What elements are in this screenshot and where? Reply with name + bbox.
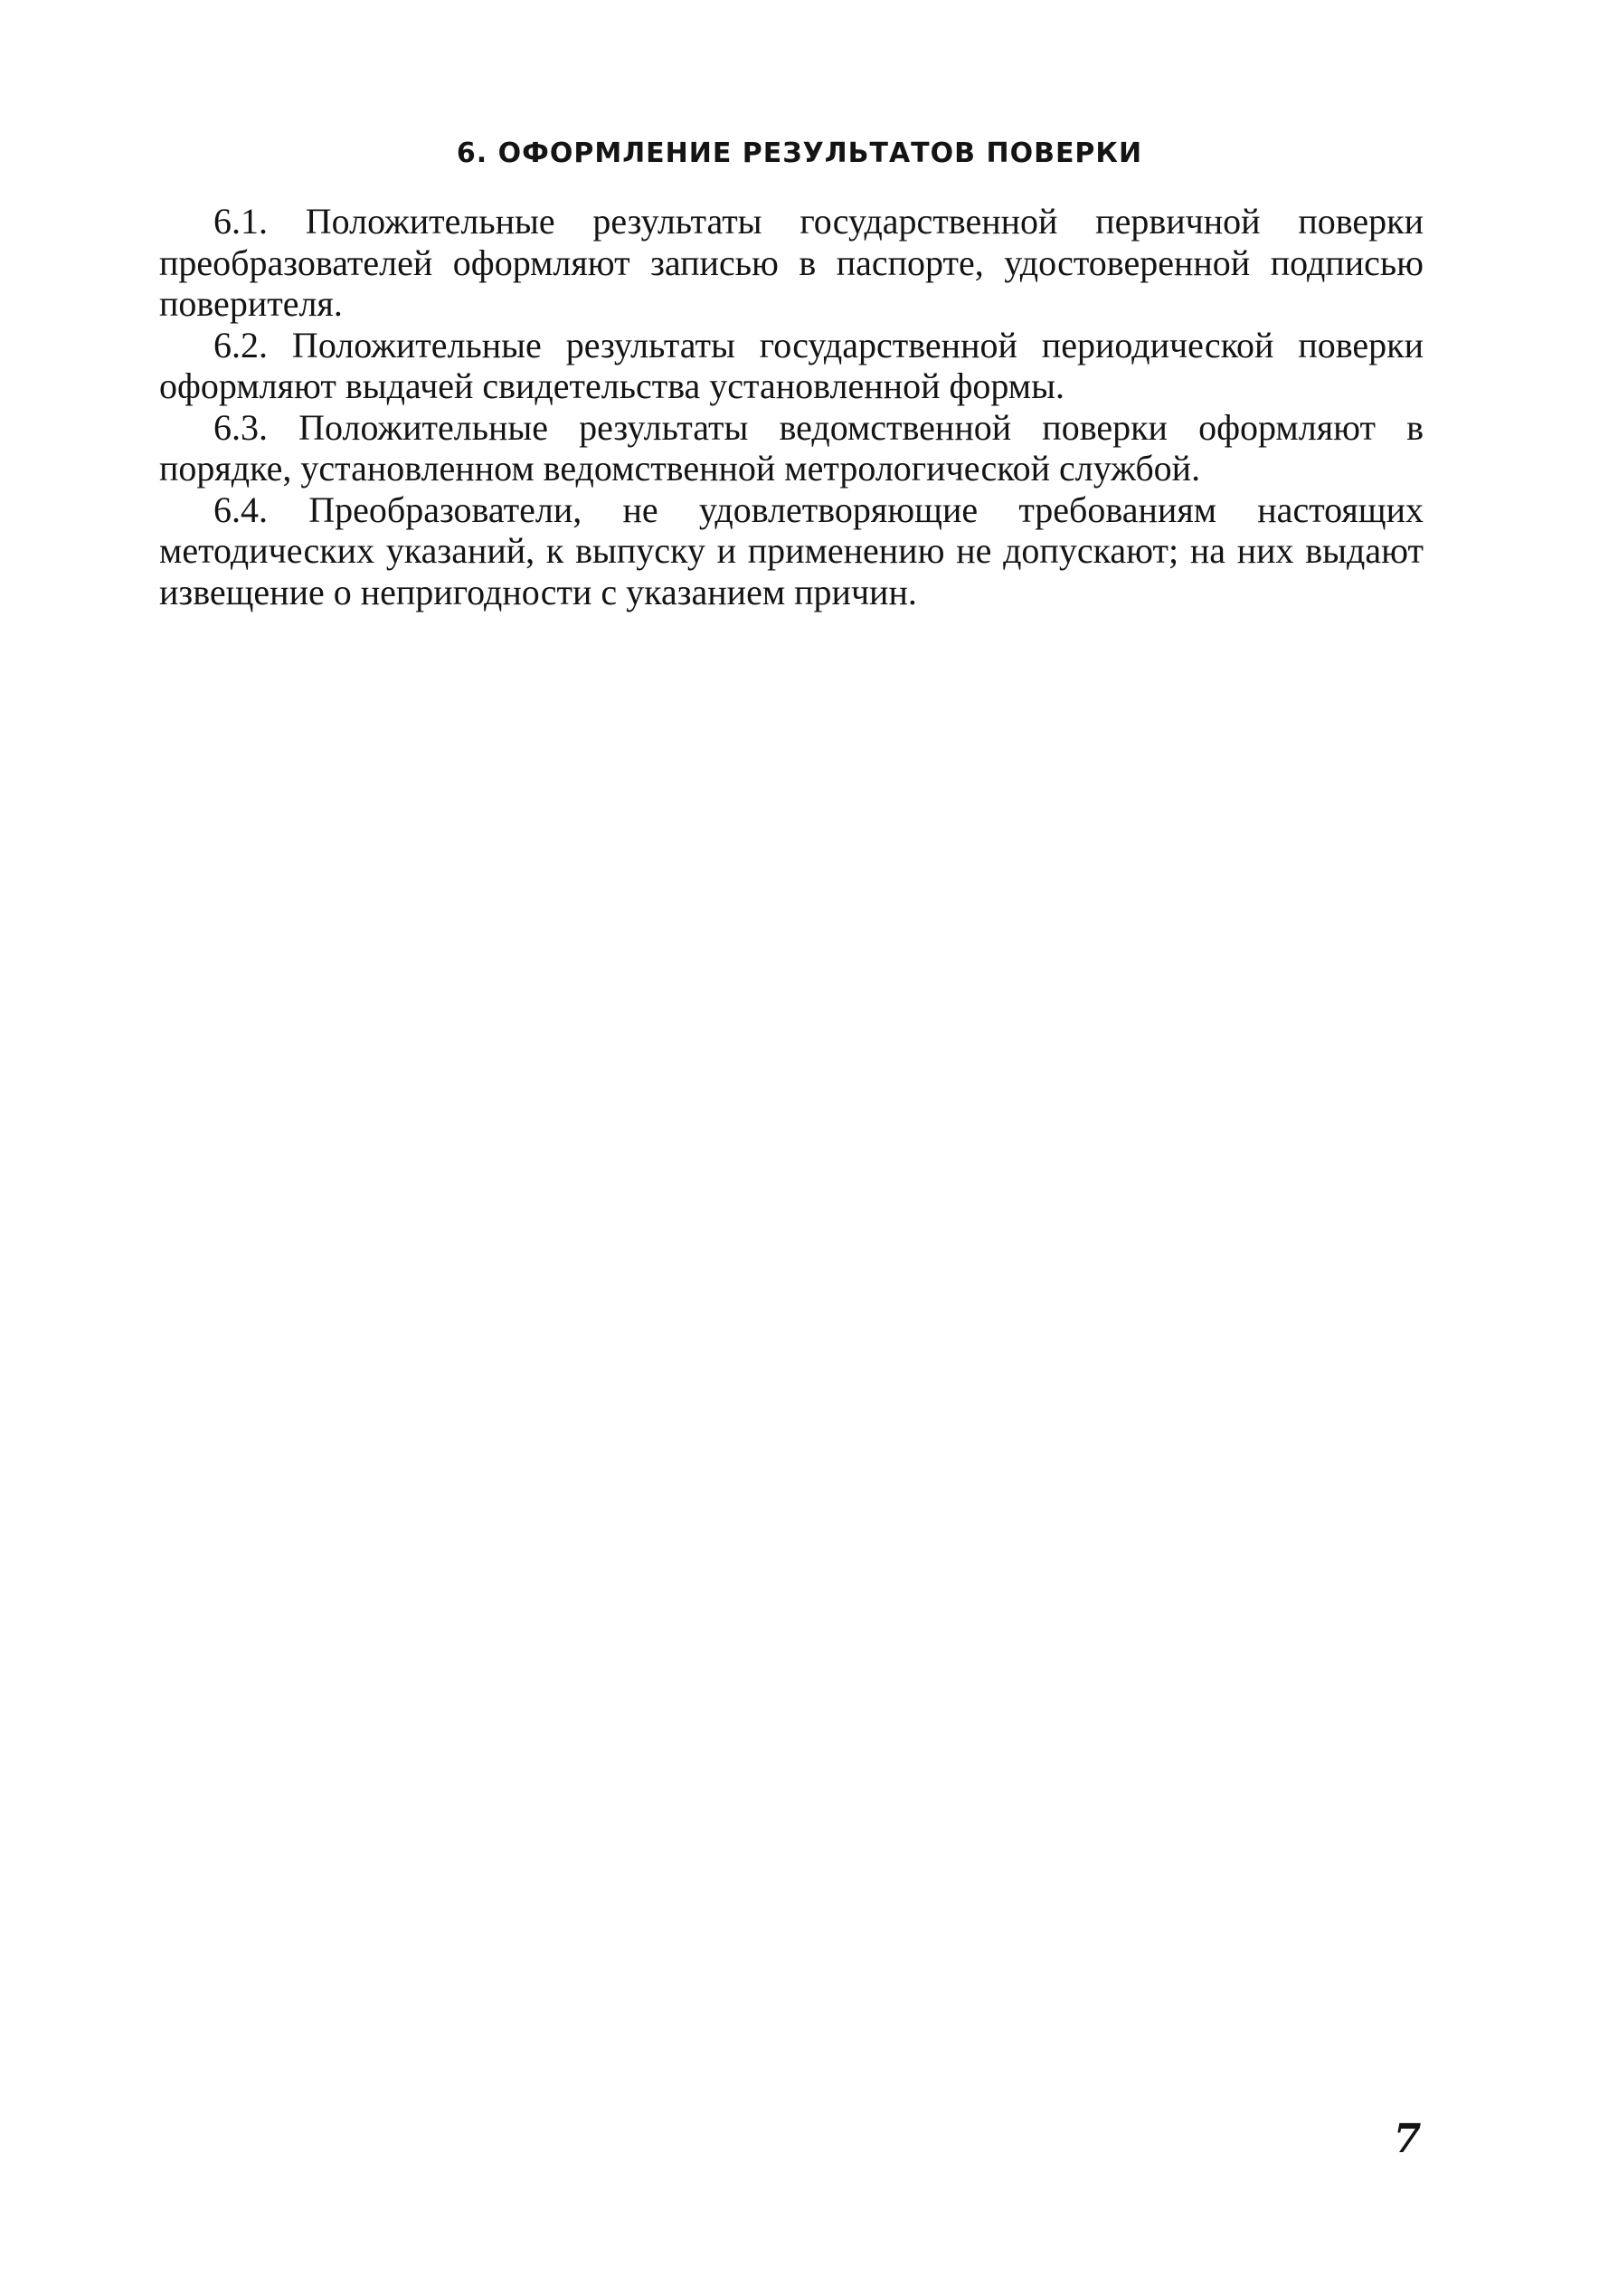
paragraph-6-4: 6.4. Преобразователи, не удовлетворяющие требованиям настоящих методических указаний, к выпуску и применению не допускают; на них выдают извещение о непригодности с указанием причин.: [159, 489, 1424, 612]
page-number: 7: [1393, 2116, 1422, 2162]
paragraph-6-2: 6.2. Положительные результаты государственной периодической поверки оформляют выдачей свидетельства установленной формы.: [159, 324, 1424, 406]
section-body: [159, 201, 1424, 612]
paragraph-6-1: 6.1. Положительные результаты государственной первичной поверки преобразователей оформляют записью в паспорте, удостоверенной подписью поверителя.: [159, 201, 1424, 324]
paragraph-6-3: 6.3. Положительные результаты ведомственной поверки оформляют в порядке, установленном ведомственной метрологической службой.: [159, 406, 1424, 489]
section-heading: 6. ОФОРМЛЕНИЕ РЕЗУЛЬТАТОВ ПОВЕРКИ: [456, 138, 1143, 169]
